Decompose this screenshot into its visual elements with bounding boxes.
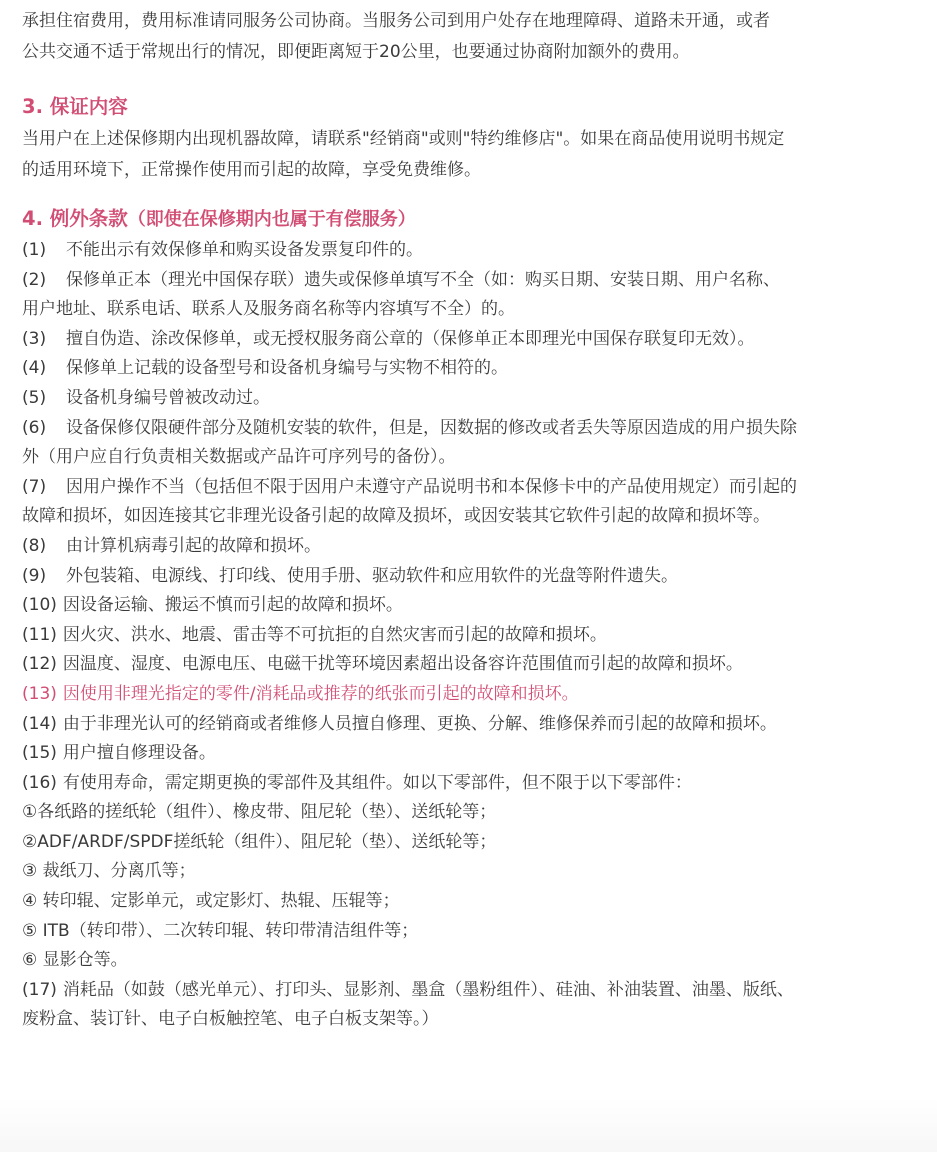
list-item-continuation (22, 502, 927, 532)
list-item-continuation (22, 443, 927, 473)
list-item (22, 562, 927, 592)
section-3-line: 当用户在上述保修期内出现机器故障，请联系"经销商"或则"特约维修店"。如果在商品使用说明书规定 (22, 129, 785, 149)
item-text: 擅自伪造、涂改保修单，或无授权服务商公章的（保修单正本即理光中国保存联复印无效）。 (66, 328, 755, 349)
item-number: (7) (22, 476, 47, 497)
item-text: 设备机身编号曾被改动过。 (66, 387, 270, 408)
list-item (22, 384, 927, 414)
list-item (22, 976, 927, 1006)
item-text: 设备保修仅限硬件部分及随机安装的软件，但是，因数据的修改或者丢失等原因造成的用户损失除 (66, 417, 797, 438)
list-item (22, 710, 927, 740)
item-text: 由计算机病毒引起的故障和损坏。 (66, 535, 321, 556)
item-number: (9) (22, 565, 47, 586)
section-3-body (22, 124, 922, 186)
item-text: 用户擅自修理设备。 (62, 743, 216, 764)
item-text: 由于非理光认可的经销商或者维修人员擅自修理、更换、分解、维修保养而引起的故障和损坏。 (62, 713, 777, 734)
item-text: 外包装箱、电源线、打印线、使用手册、驱动软件和应用软件的光盘等附件遗失。 (66, 565, 678, 586)
section-4-heading (22, 205, 416, 234)
section-3-heading-text: 3. 保证内容 (22, 95, 128, 118)
item-number: (4) (22, 358, 47, 379)
item-text: 废粉盒、装订针、电子白板触控笔、电子白板支架等。） (22, 1009, 439, 1030)
item-number: (14) (22, 713, 57, 734)
list-item (22, 354, 927, 384)
item-number: (16) (22, 772, 57, 793)
item-text: 不能出示有效保修单和购买设备发票复印件的。 (66, 240, 423, 260)
sub-list-item: ⑤ ITB（转印带）、二次转印辊、转印带清洁组件等； (22, 920, 419, 941)
item-text: 用户地址、联系电话、联系人及服务商名称等内容填写不全）的。 (22, 299, 515, 320)
item-number: (10) (22, 595, 57, 616)
item-text: 因设备运输、搬运不慎而引起的故障和损坏。 (62, 595, 403, 616)
list-item (22, 266, 927, 296)
item-number: (6) (22, 417, 47, 438)
list-item (22, 236, 927, 266)
list-item (22, 532, 927, 562)
item-text: 故障和损坏，如因连接其它非理光设备引起的故障及损坏，或因安装其它软件引起的故障和损坏等。 (22, 506, 770, 527)
item-number: (13) (22, 683, 57, 704)
item-number: (17) (22, 979, 57, 1000)
bottom-fade (0, 1098, 937, 1152)
section-4-heading-text: 4. 例外条款 (22, 207, 128, 230)
item-number: (1) (22, 240, 47, 260)
item-number: (11) (22, 624, 57, 645)
item-number: (8) (22, 535, 47, 556)
list-item (22, 591, 927, 621)
list-item-continuation (22, 1005, 927, 1035)
top-paragraph-line: 承担住宿费用，费用标准请同服务公司协商。当服务公司到用户处存在地理障碍、道路未开通，或者 (22, 11, 770, 31)
item-text: 有使用寿命，需定期更换的零部件及其组件。如以下零部件，但不限于以下零部件： (62, 772, 692, 793)
list-item (22, 325, 927, 355)
section-3-line: 的适用环境下，正常操作使用而引起的故障，享受免费维修。 (22, 160, 481, 180)
item-text: 消耗品（如鼓（感光单元）、打印头、显影剂、墨盒（墨粉组件）、硅油、补油装置、油墨、版纸、 (62, 979, 794, 1000)
item-text: 外（用户应自行负责相关数据或产品许可序列号的备份）。 (22, 447, 456, 468)
exception-list (22, 236, 927, 1035)
top-paragraph-line: 公共交通不适于常规出行的情况，即便距离短于20公里，也要通过协商附加额外的费用。 (22, 42, 690, 62)
list-item (22, 739, 927, 769)
list-item-continuation (22, 295, 927, 325)
item-text: 保修单正本（理光中国保存联）遗失或保修单填写不全（如：购买日期、安装日期、用户名称、 (66, 269, 780, 290)
section-3-heading (22, 93, 128, 121)
sub-list-item: ③ 裁纸刀、分离爪等； (22, 861, 196, 882)
sub-list-item: ②ADF/ARDF/SPDF搓纸轮（组件）、阻尼轮（垫）、送纸轮等； (22, 831, 497, 852)
item-number: (2) (22, 269, 47, 290)
list-item (22, 769, 927, 799)
sub-list-item: ⑥ 显影仓等。 (22, 950, 128, 971)
top-paragraph (22, 6, 922, 68)
sub-list-item: ④ 转印辊、定影单元，或定影灯、热辊、压辊等； (22, 891, 400, 912)
item-number: (5) (22, 387, 47, 408)
item-text: 因用户操作不当（包括但不限于因用户未遵守产品说明书和本保修卡中的产品使用规定）而引起的 (66, 476, 797, 497)
item-text: 因温度、湿度、电源电压、电磁干扰等环境因素超出设备容许范围值而引起的故障和损坏。 (62, 654, 743, 675)
section-4-heading-note: （即使在保修期内也属于有偿服务） (127, 209, 416, 230)
item-number: (3) (22, 328, 47, 349)
list-item (22, 414, 927, 444)
list-item-highlighted (22, 680, 927, 710)
item-text: 保修单上记载的设备型号和设备机身编号与实物不相符的。 (66, 358, 508, 379)
item-number: (12) (22, 654, 57, 675)
list-item (22, 650, 927, 680)
list-item (22, 621, 927, 651)
sub-list-item: ①各纸路的搓纸轮（组件）、橡皮带、阻尼轮（垫）、送纸轮等； (22, 802, 497, 823)
item-number: (15) (22, 743, 57, 764)
item-text: 因火灾、洪水、地震、雷击等不可抗拒的自然灾害而引起的故障和损坏。 (62, 624, 607, 645)
list-item (22, 473, 927, 503)
item-text: 因使用非理光指定的零件/消耗品或推荐的纸张而引起的故障和损坏。 (62, 683, 579, 704)
